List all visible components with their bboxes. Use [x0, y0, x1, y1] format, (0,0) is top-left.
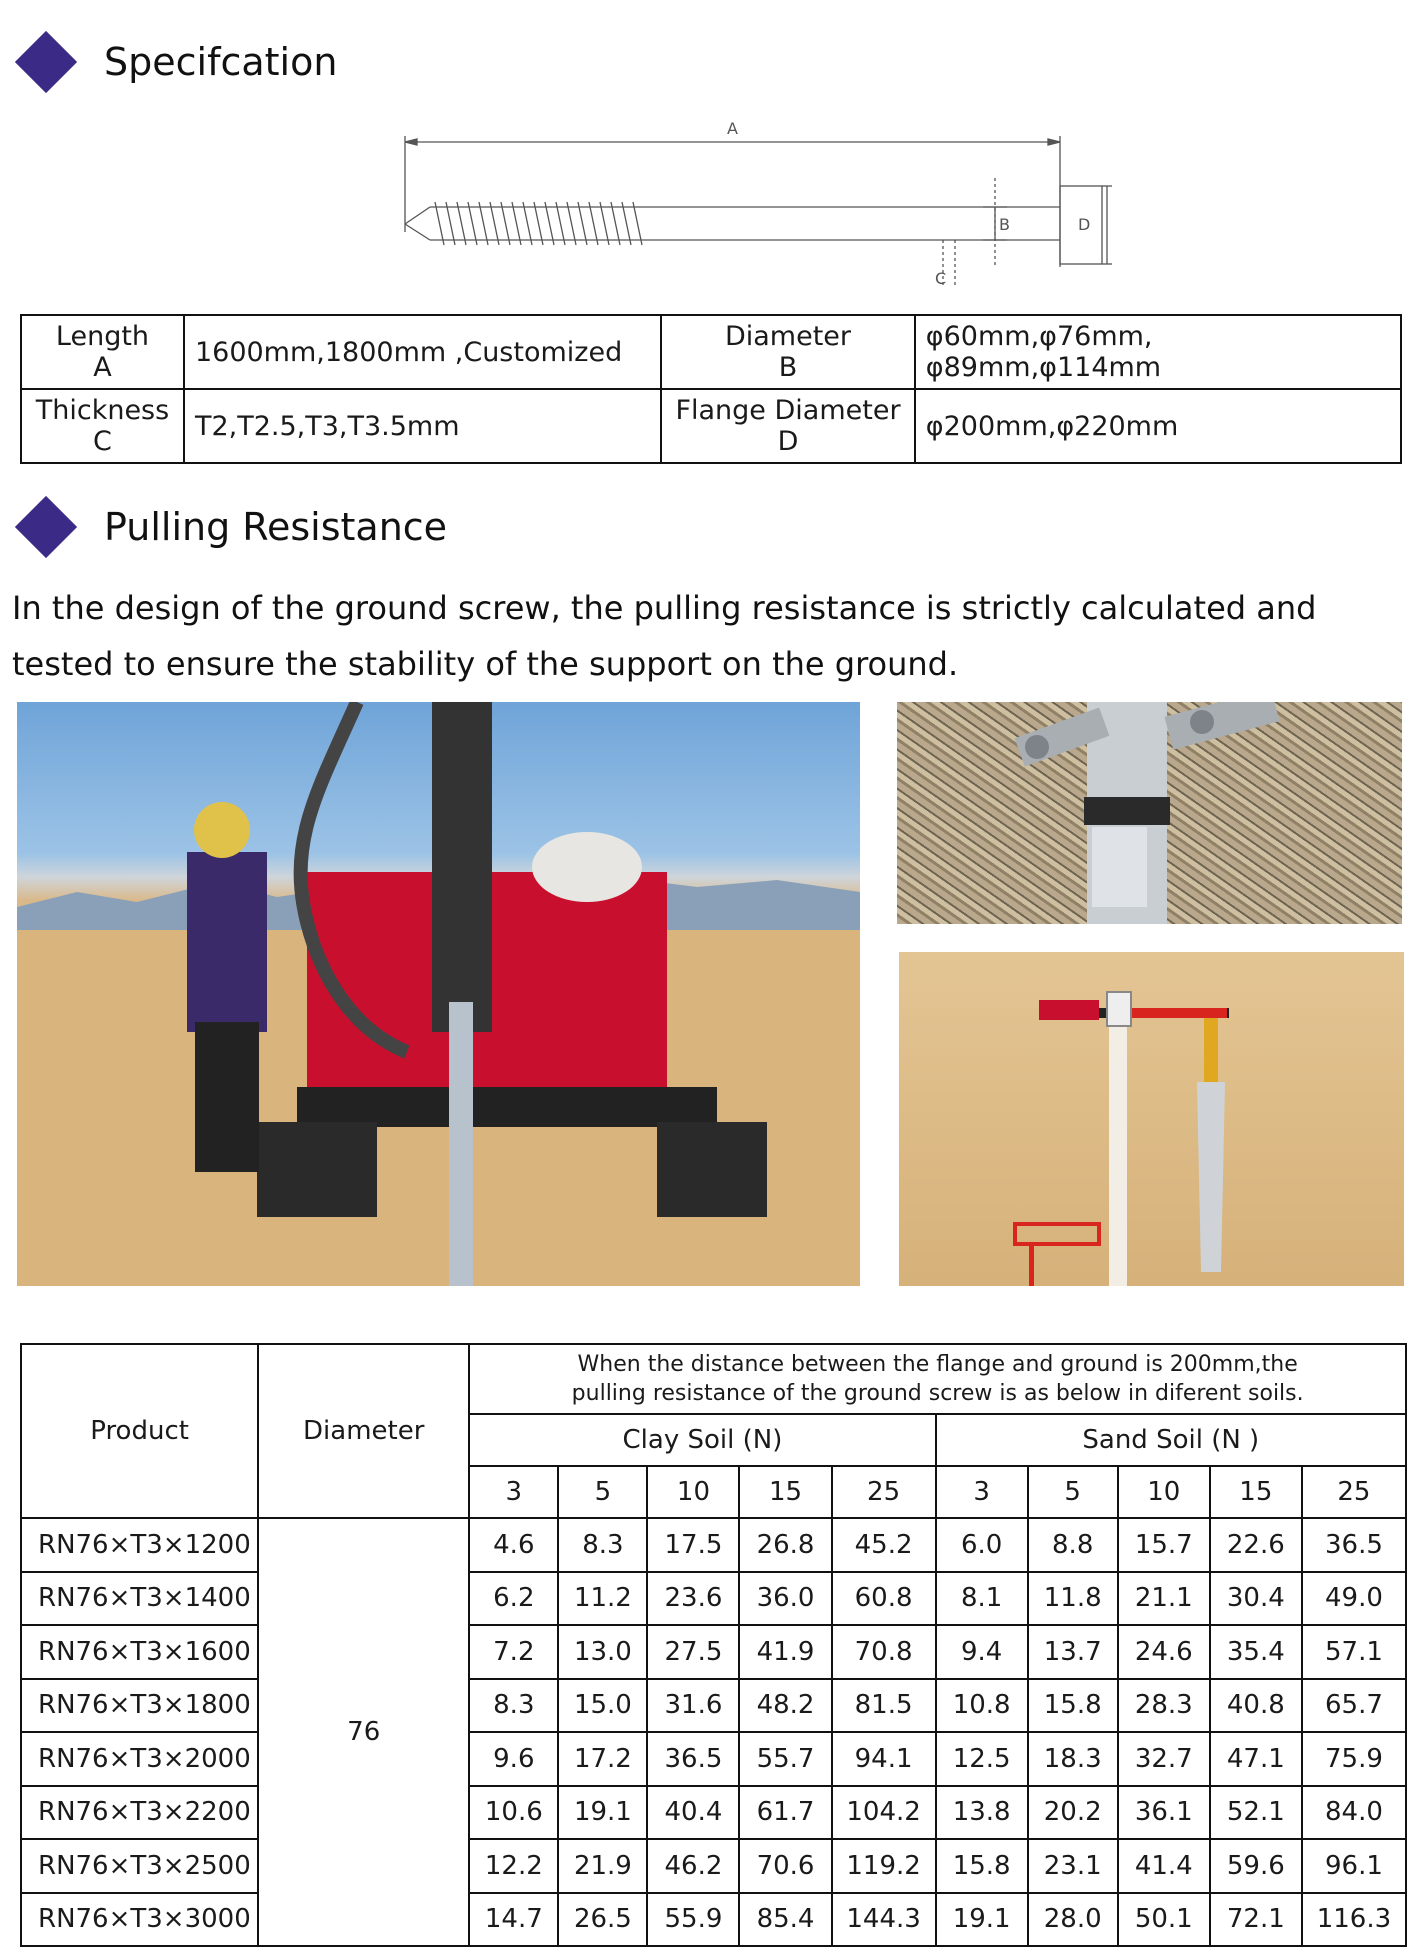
clay-value-cell: 55.7 — [739, 1732, 831, 1786]
diamond-bullet-icon — [15, 496, 77, 558]
table-row — [21, 1893, 1406, 1947]
thread-line — [600, 202, 609, 245]
sand-value-cell: 40.8 — [1210, 1679, 1302, 1733]
clay-depth-header: 10 — [647, 1466, 739, 1518]
dimension-c-label: C — [935, 269, 947, 288]
sand-value-cell: 13.7 — [1028, 1625, 1118, 1679]
clay-value-cell: 26.5 — [558, 1893, 647, 1947]
sand-value-cell: 52.1 — [1210, 1786, 1302, 1840]
clay-value-cell: 27.5 — [647, 1625, 739, 1679]
clay-depth-header: 25 — [832, 1466, 936, 1518]
product-header: Product — [21, 1344, 258, 1518]
sand-value-cell: 28.0 — [1028, 1893, 1118, 1947]
sand-value-cell: 12.5 — [936, 1732, 1028, 1786]
sand-value-cell: 47.1 — [1210, 1732, 1302, 1786]
sand-value-cell: 9.4 — [936, 1625, 1028, 1679]
clay-value-cell: 36.5 — [647, 1732, 739, 1786]
sand-value-cell: 41.4 — [1118, 1839, 1210, 1893]
table-row — [21, 1732, 1406, 1786]
product-cell: RN76×T3×3000 — [21, 1893, 258, 1947]
length-label: Length A — [21, 315, 184, 389]
spec-title: Specifcation — [104, 40, 338, 84]
clay-depth-header: 15 — [739, 1466, 831, 1518]
pulling-heading — [14, 505, 447, 549]
thread-line — [567, 202, 576, 245]
ground-screw-clamp-photo — [897, 702, 1402, 924]
sand-value-cell: 30.4 — [1210, 1572, 1302, 1626]
table-header-row — [21, 1344, 1406, 1414]
product-cell: RN76×T3×1600 — [21, 1625, 258, 1679]
spec-row — [21, 389, 1401, 463]
clay-soil-header: Clay Soil (N) — [469, 1414, 935, 1466]
clay-value-cell: 19.1 — [558, 1786, 647, 1840]
clay-value-cell: 48.2 — [739, 1679, 831, 1733]
thread-line — [578, 202, 587, 245]
sand-value-cell: 116.3 — [1302, 1893, 1406, 1947]
sand-value-cell: 49.0 — [1302, 1572, 1406, 1626]
sand-depth-header: 25 — [1302, 1466, 1406, 1518]
clay-value-cell: 10.6 — [469, 1786, 558, 1840]
sand-value-cell: 20.2 — [1028, 1786, 1118, 1840]
thickness-label: Thickness C — [21, 389, 184, 463]
clay-value-cell: 60.8 — [832, 1572, 936, 1626]
thread-line — [556, 202, 565, 245]
clay-value-cell: 8.3 — [469, 1679, 558, 1733]
spec-heading — [14, 40, 337, 84]
dimension-d-label: D — [1078, 215, 1091, 234]
sand-value-cell: 8.8 — [1028, 1518, 1118, 1572]
clay-value-cell: 11.2 — [558, 1572, 647, 1626]
clay-value-cell: 8.3 — [558, 1518, 647, 1572]
sand-value-cell: 35.4 — [1210, 1625, 1302, 1679]
sand-value-cell: 22.6 — [1210, 1518, 1302, 1572]
flange-diameter-value: φ200mm,φ220mm — [915, 389, 1401, 463]
product-cell: RN76×T3×1200 — [21, 1518, 258, 1572]
clay-value-cell: 31.6 — [647, 1679, 739, 1733]
clay-value-cell: 14.7 — [469, 1893, 558, 1947]
sand-value-cell: 23.1 — [1028, 1839, 1118, 1893]
thread-line — [501, 202, 510, 245]
sand-depth-header: 3 — [936, 1466, 1028, 1518]
thread-line — [457, 202, 466, 245]
thread-line — [545, 202, 554, 245]
diameter-value: φ60mm,φ76mm, φ89mm,φ114mm — [915, 315, 1401, 389]
pulling-title: Pulling Resistance — [104, 505, 448, 549]
diameter-header: Diameter — [258, 1344, 469, 1518]
sand-value-cell: 75.9 — [1302, 1732, 1406, 1786]
diamond-bullet-icon — [15, 31, 77, 93]
spec-row — [21, 315, 1401, 389]
clay-value-cell: 41.9 — [739, 1625, 831, 1679]
sand-value-cell: 50.1 — [1118, 1893, 1210, 1947]
sand-value-cell: 15.8 — [1028, 1679, 1118, 1733]
table-body — [21, 1518, 1406, 1946]
sand-value-cell: 36.1 — [1118, 1786, 1210, 1840]
length-value: 1600mm,1800mm ,Customized — [184, 315, 661, 389]
screw-test-in-sand-photo — [899, 952, 1404, 1286]
sand-value-cell: 15.7 — [1118, 1518, 1210, 1572]
dimension-a-label: A — [727, 119, 738, 138]
table-row — [21, 1839, 1406, 1893]
clay-depth-header: 5 — [558, 1466, 647, 1518]
clay-value-cell: 9.6 — [469, 1732, 558, 1786]
sand-value-cell: 15.8 — [936, 1839, 1028, 1893]
ground-screw-drawing — [395, 112, 1125, 292]
clay-value-cell: 45.2 — [832, 1518, 936, 1572]
sand-value-cell: 96.1 — [1302, 1839, 1406, 1893]
sand-value-cell: 57.1 — [1302, 1625, 1406, 1679]
thread-line — [523, 202, 532, 245]
pulling-resistance-table — [20, 1343, 1407, 1947]
sand-depth-header: 5 — [1028, 1466, 1118, 1518]
thread-line — [446, 202, 455, 245]
product-cell: RN76×T3×2000 — [21, 1732, 258, 1786]
thread-line — [633, 202, 642, 245]
clay-value-cell: 6.2 — [469, 1572, 558, 1626]
thread-line — [479, 202, 488, 245]
sand-value-cell: 6.0 — [936, 1518, 1028, 1572]
sand-value-cell: 11.8 — [1028, 1572, 1118, 1626]
sand-depth-header: 10 — [1118, 1466, 1210, 1518]
clay-value-cell: 17.5 — [647, 1518, 739, 1572]
flange-diameter-label: Flange Diameter D — [661, 389, 915, 463]
thread-line — [490, 202, 499, 245]
sand-depth-header: 15 — [1210, 1466, 1302, 1518]
clay-value-cell: 23.6 — [647, 1572, 739, 1626]
thread-line — [622, 202, 631, 245]
screw-threads — [435, 202, 642, 245]
thickness-value: T2,T2.5,T3,T3.5mm — [184, 389, 661, 463]
dimension-b-label: B — [999, 215, 1010, 234]
table-row — [21, 1518, 1406, 1572]
sand-value-cell: 24.6 — [1118, 1625, 1210, 1679]
clay-value-cell: 70.6 — [739, 1839, 831, 1893]
sand-value-cell: 65.7 — [1302, 1679, 1406, 1733]
spec-table — [20, 314, 1402, 464]
sand-value-cell: 36.5 — [1302, 1518, 1406, 1572]
product-cell: RN76×T3×1400 — [21, 1572, 258, 1626]
sand-soil-header: Sand Soil (N ) — [936, 1414, 1406, 1466]
table-row — [21, 1625, 1406, 1679]
clay-value-cell: 26.8 — [739, 1518, 831, 1572]
sand-value-cell: 10.8 — [936, 1679, 1028, 1733]
clay-value-cell: 21.9 — [558, 1839, 647, 1893]
sand-value-cell: 72.1 — [1210, 1893, 1302, 1947]
diameter-cell: 76 — [258, 1518, 469, 1946]
drilling-machine-photo — [17, 702, 860, 1286]
thread-line — [534, 202, 543, 245]
clay-value-cell: 104.2 — [832, 1786, 936, 1840]
clay-value-cell: 55.9 — [647, 1893, 739, 1947]
table-note: When the distance between the flange and ground is 200mm,the pulling resistance of the ground screw is as below in diferent soils. — [469, 1344, 1406, 1414]
clay-value-cell: 13.0 — [558, 1625, 647, 1679]
diameter-label: Diameter B — [661, 315, 915, 389]
clay-value-cell: 144.3 — [832, 1893, 936, 1947]
table-row — [21, 1572, 1406, 1626]
sand-value-cell: 19.1 — [936, 1893, 1028, 1947]
thread-line — [589, 202, 598, 245]
clay-value-cell: 61.7 — [739, 1786, 831, 1840]
product-cell: RN76×T3×1800 — [21, 1679, 258, 1733]
table-row — [21, 1679, 1406, 1733]
thread-line — [512, 202, 521, 245]
clay-value-cell: 15.0 — [558, 1679, 647, 1733]
clay-value-cell: 4.6 — [469, 1518, 558, 1572]
pulling-description: In the design of the ground screw, the pulling resistance is strictly calculated and tested to ensure the stability of the support on the ground. — [12, 589, 1317, 683]
clay-value-cell: 70.8 — [832, 1625, 936, 1679]
clay-value-cell: 40.4 — [647, 1786, 739, 1840]
thread-line — [611, 202, 620, 245]
clay-value-cell: 17.2 — [558, 1732, 647, 1786]
sand-value-cell: 84.0 — [1302, 1786, 1406, 1840]
clay-value-cell: 94.1 — [832, 1732, 936, 1786]
clay-value-cell: 46.2 — [647, 1839, 739, 1893]
clay-value-cell: 12.2 — [469, 1839, 558, 1893]
sand-value-cell: 28.3 — [1118, 1679, 1210, 1733]
sand-value-cell: 8.1 — [936, 1572, 1028, 1626]
thread-line — [435, 202, 444, 245]
sand-value-cell: 32.7 — [1118, 1732, 1210, 1786]
clay-value-cell: 7.2 — [469, 1625, 558, 1679]
sand-value-cell: 13.8 — [936, 1786, 1028, 1840]
product-cell: RN76×T3×2200 — [21, 1786, 258, 1840]
sand-value-cell: 59.6 — [1210, 1839, 1302, 1893]
clay-value-cell: 85.4 — [739, 1893, 831, 1947]
product-cell: RN76×T3×2500 — [21, 1839, 258, 1893]
clay-value-cell: 81.5 — [832, 1679, 936, 1733]
table-row — [21, 1786, 1406, 1840]
sand-value-cell: 21.1 — [1118, 1572, 1210, 1626]
clay-depth-header: 3 — [469, 1466, 558, 1518]
clay-value-cell: 36.0 — [739, 1572, 831, 1626]
thread-line — [468, 202, 477, 245]
clay-value-cell: 119.2 — [832, 1839, 936, 1893]
sand-value-cell: 18.3 — [1028, 1732, 1118, 1786]
